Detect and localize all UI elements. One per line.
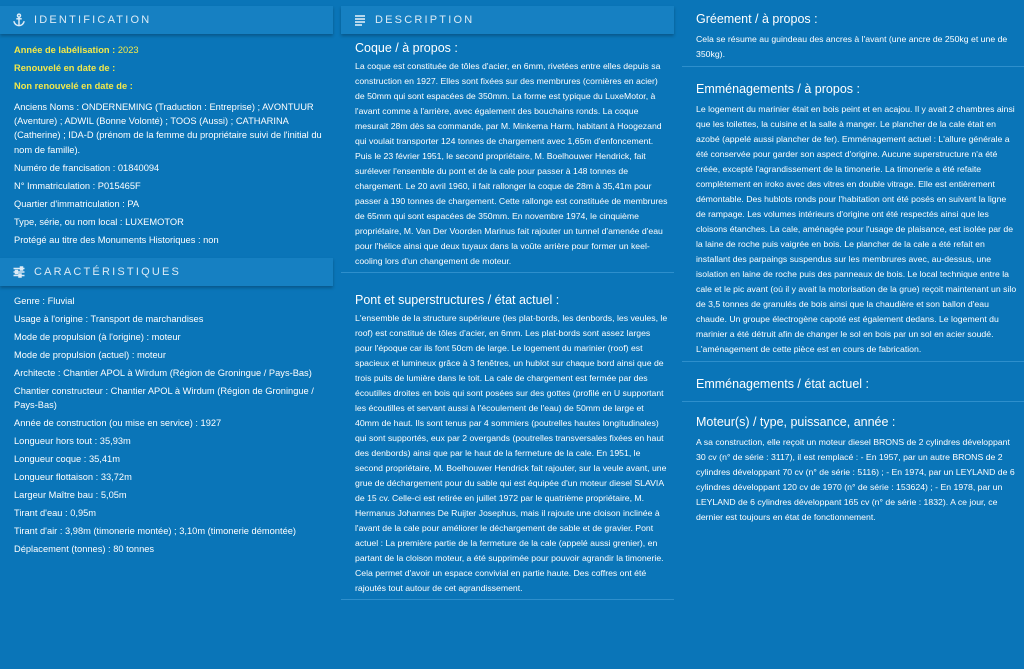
char-hull-length: Longueur coque : 35,41m: [14, 454, 120, 465]
deck-title: Pont et superstructures / état actuel :: [355, 293, 560, 307]
engine-title: Moteur(s) / type, puissance, année :: [696, 415, 896, 429]
char-architect: Architecte : Chantier APOL à Wirdum (Région de Groningue / Pays-Bas): [14, 367, 312, 378]
anchor-icon: [12, 13, 26, 27]
fitting-state-title: Emménagements / état actuel :: [696, 377, 870, 391]
identification-title: IDENTIFICATION: [34, 14, 152, 26]
char-genre: Genre : Fluvial: [14, 295, 75, 306]
char-air-draught: Tirant d'air : 3,98m (timonerie montée) ; 3,10m (timonerie démontée): [14, 526, 297, 537]
divider: [682, 401, 1024, 402]
hull-title: Coque / à propos :: [355, 41, 458, 55]
divider: [341, 599, 674, 600]
description-header: [341, 6, 674, 34]
labelisation-year-value: 2023: [115, 45, 139, 55]
characteristics-header: [0, 258, 333, 286]
sliders-icon: [12, 265, 26, 279]
registration-district: Quartier d'immatriculation : PA: [14, 198, 140, 209]
char-waterline-length: Longueur flottaison : 33,72m: [14, 472, 132, 483]
rigging-title: Gréement / à propos :: [696, 12, 818, 26]
list-icon: [353, 13, 367, 27]
renewed-label: Renouvelé en date de :: [14, 63, 116, 73]
char-build-year: Année de construction (ou mise en service) : 1927: [14, 418, 222, 429]
vessel-type: Type, série, ou nom local : LUXEMOTOR: [14, 216, 184, 227]
char-displacement: Déplacement (tonnes) : 80 tonnes: [14, 544, 155, 555]
former-names: Anciens Noms : ONDERNEMING (Traduction : Entreprise) ; AVONTUUR (Aventure) ; ADWIL (Bonne Volonté) ; TOOS (Aussi) ; CATHARINA (Catherine) ; IDA-D (prénom de la femme du propriétaire suivi de l'initial du nom de famille).: [14, 102, 322, 155]
char-draught: Tirant d'eau : 0,95m: [14, 508, 97, 519]
divider: [341, 272, 674, 273]
char-shipyard: Chantier constructeur : Chantier APOL à Wirdum (Région de Groningue / Pays-Bas): [14, 385, 314, 411]
identification-column: [0, 0, 333, 558]
deck-text: L'ensemble de la structure supérieure (les plat-bords, les denbords, les veules, le roof) est constitué de tôles d'acier, en 6mm. Les plat-bords sont assez larges pour l'époque car ils font 50cm de large. Le logement du marinier (roof) est spacieux et lumineux grâce à 3 fenêtres, un hublot sur chaque bord ainsi que de trois puits de lumière dans le toit. La cale de chargement est fermée par des écoutilles droites en bois qui sont posées sur des gottes (profilé en U supportant les écoutilles et servant aussi à l'écoulement de l'eau) de 50mm de large et 40mm de haut. Ils sont tenus par 4 sommiers (poutrelles hautes longitudinales) qui sont supportés, eux par 2 overgands (poutrelles transversales fixées en haut des denbords) ainsi que par le haut de la fermeture de la cale. En 1951, le second propriétaire, M. Boelhouwer Hendrick fait rajouter, sur la veule avant, une grue de déchargement pour du sable qui est équipée d'un moteur diesel SLAVIA de 15 cv. Celle-ci est retirée en juillet 1972 par le quatrième propriétaire, M. Hermanus Johannes De Ruijter Josephus, mais il rajoute une cloison inclinée à l'avant de la cale pour améliorer le déchargement de sable et de gravier. Pont actuel : La première partie de la fermeture de la cale (appelé aussi grenier), en partant de la cloison moteur, a été supprimée pour pouvoir agrandir la timonerie. Cela permet d'avoir un espace convivial en partie haute. Des coffres ont été rajoutés tout autour de cet agrandissement.: [355, 313, 668, 593]
labelisation-year-label: Année de labélisation :: [14, 45, 116, 55]
divider: [682, 66, 1024, 67]
char-beam: Largeur Maître bau : 5,05m: [14, 490, 127, 501]
engine-text: A sa construction, elle reçoit un moteur diesel BRONS de 2 cylindres développant 30 cv (n° de série : 3117), il est remplacé : - En 1957, par un autre BRONS de 2 cylindres développant 70 cv (n° de série : 5116) ; - En 1974, par un LEYLAND de 6 cylindres développant 120 cv de 1970 (n° de série : 153624) ; - En 1978, par un LEYLAND de 6 cylindres développant 165 cv (n° de série : 1832). A ce jour, ce dernier est toujours en état de fonctionnement.: [696, 437, 1015, 522]
description-column: [341, 0, 674, 600]
char-propulsion-current: Mode de propulsion (actuel) : moteur: [14, 349, 166, 360]
description-title: DESCRIPTION: [375, 14, 475, 26]
labelisation-year: [0, 41, 333, 59]
historic-protection: Protégé au titre des Monuments Historiques : non: [14, 234, 219, 245]
not-renewed-label: Non renouvelé en date de :: [14, 81, 133, 91]
fitting-title: Emménagements / à propos :: [696, 82, 860, 96]
rigging-text: Cela se résume au guindeau des ancres à l'avant (une ancre de 250kg et une de 350kg).: [696, 34, 1008, 59]
identification-header: [0, 6, 333, 34]
registration-number: N° Immatriculation : P015465F: [14, 180, 141, 191]
char-propulsion-original: Mode de propulsion (à l'origine) : moteur: [14, 331, 181, 342]
right-column: [682, 0, 1024, 525]
char-length-overall: Longueur hors tout : 35,93m: [14, 436, 131, 447]
divider: [682, 361, 1024, 362]
hull-text: La coque est constituée de tôles d'acier, en 6mm, rivetées entre elles depuis sa construction en 1927. Elles sont fixées sur des membrures (cornières en acier) de 50mm qui sont espacées de 350mm. La forme est typique du LuxeMotor, à l'avant comme à l'arrière, avec également des bouchains ronds. La coque mesurait 28m dès sa commande, par M. Minkema Harm, habitant à Hoogezand qui voulait transporter 124 tonnes de chargement avec 1,65m d'enfoncement. Puis le 23 février 1951, le second propriétaire, M. Boelhouwer Hendrick, fait surélever l'ensemble du pont et de la cale pour passer à 148 tonnes de chargement. Le 20 avril 1960, il fait rallonger la coque de 28m à 35,41m pour passer à 190 tonnes de chargement. Cette rallonge est constituée de membrures de 65mm qui sont espacées de 350mm. En novembre 1974, le cinquième propriétaire, M. Van Der Voorden Marinus fait rajouter un tunnel d'amenée d'eau pour l'hélice ainsi que deux tuyaux dans la voûte arrière pour former un keel-cooling lors d'un changement de moteur.: [355, 61, 668, 266]
char-original-use: Usage à l'origine : Transport de marchandises: [14, 313, 204, 324]
francisation-number: Numéro de francisation : 01840094: [14, 162, 160, 173]
characteristics-title: CARACTÉRISTIQUES: [34, 265, 182, 278]
fitting-text: Le logement du marinier était en bois peint et en acajou. Il y avait 2 chambres ainsi que les toilettes, la cuisine et la salle à manger. Le plancher de la cale était en azobé (appelé aussi plancher de fer). Emménagement actuel : L'allure générale a été conservée pour garder son aspect d'origine. Aucune superstructure n'a été créée, excepté l'agrandissement de la timonerie. La timonerie a été refaite complètement en iroko avec des vitres en double vitrage. Elle est entièrement démontable. Des hublots ronds pour l'habitation ont été posés en suivant la ligne de rampage. Les volumes intérieurs d'origine ont été respectés ainsi que les cloisons étanches. La cale, aménagée pour l'usage de plaisance, est isolée par de la laine de roche puis vaigrée en bois. Le plancher de la cale a été refait en installant des parpaings suspendus sur les membrures avec, au-dessus, une isolation en laine de roche puis des panneaux de bois. Le local technique entre la cale et le pic avant (où il y avait la motorisation de la grue) reçoit maintenant un silo de 3,5 tonnes de granulés de bois ainsi que la chaudière et son ballon d'eau chaude. Un groupe électrogène capoté est également dedans. Le logement du marinier a été détruit afin de changer le sol en bois par un sol en acier soudé. L'aménagement de cette pièce est en cours de fabrication.: [696, 104, 1017, 354]
